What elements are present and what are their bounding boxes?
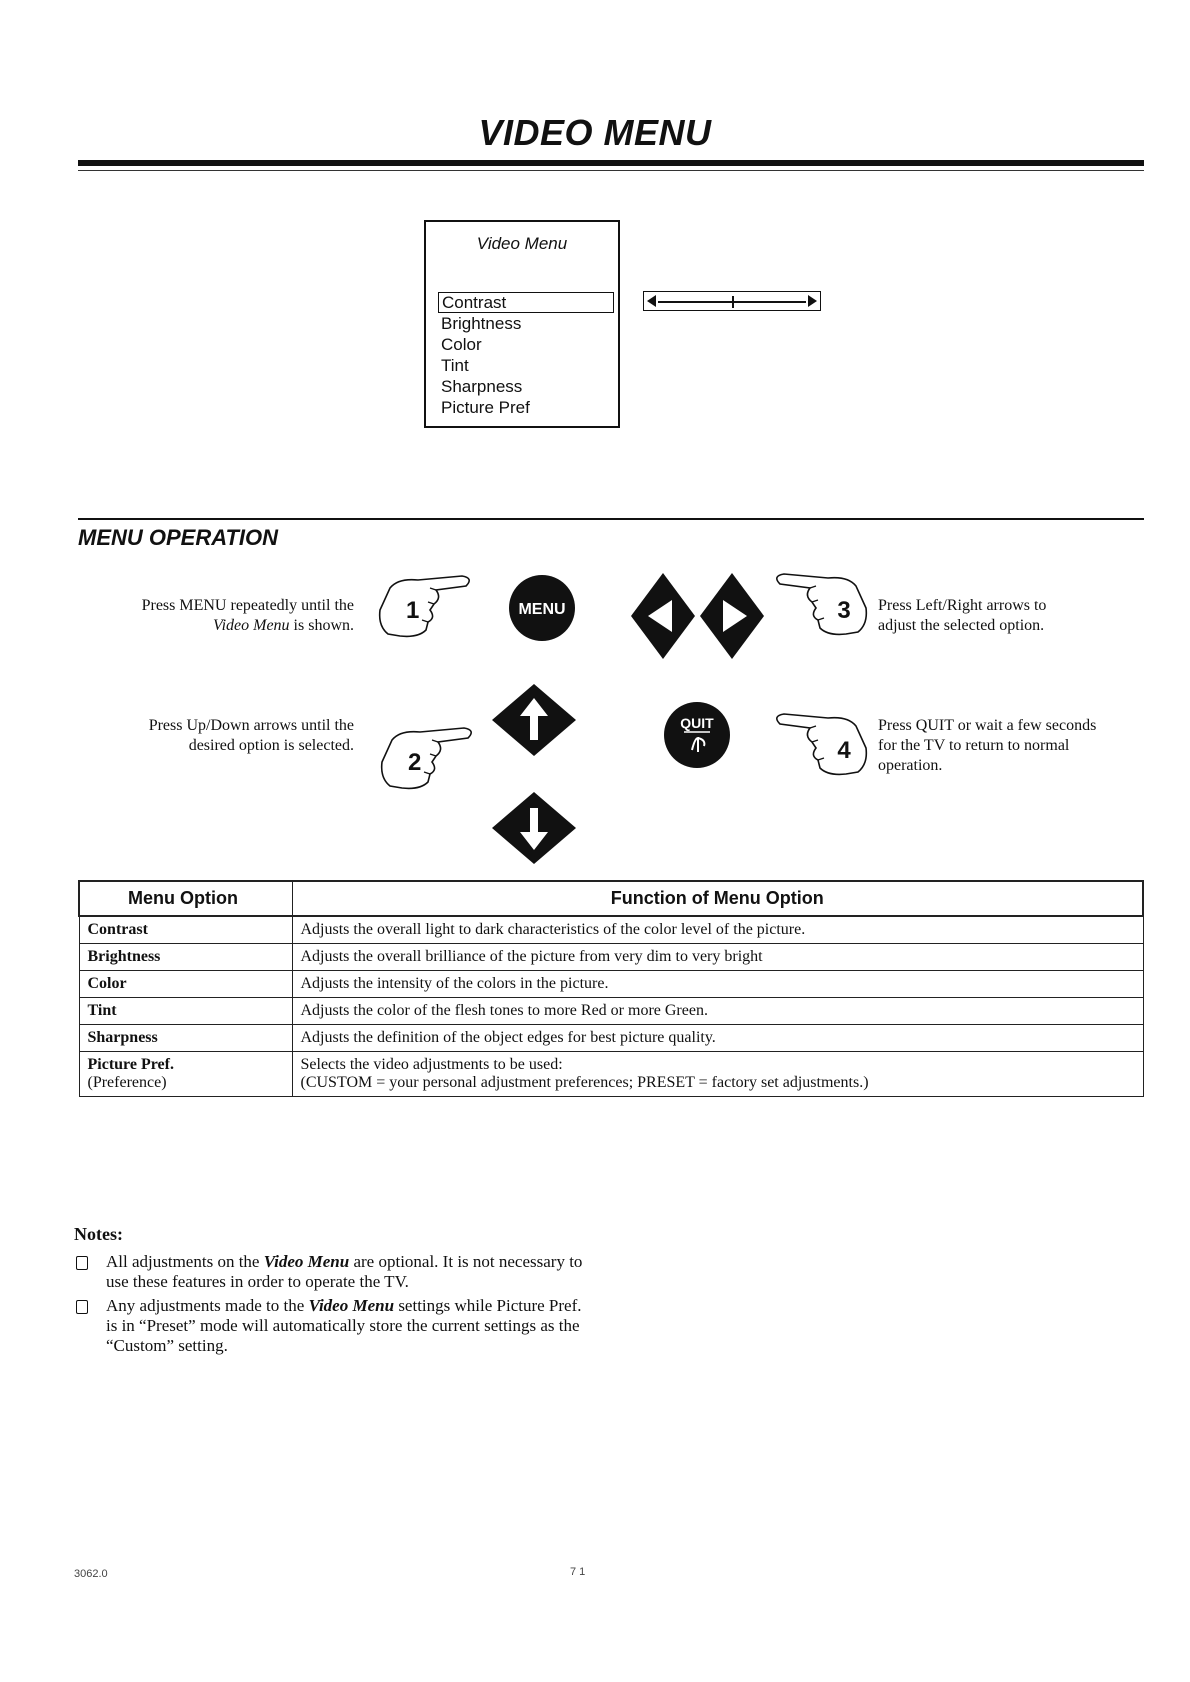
step2-line1: Press Up/Down arrows until the bbox=[148, 717, 354, 734]
quit-button-label: QUIT bbox=[680, 715, 714, 731]
menu-item-brightness: Brightness bbox=[441, 314, 522, 333]
header-function: Function of Menu Option bbox=[292, 881, 1143, 916]
option-name: Picture Pref. bbox=[87, 1056, 174, 1073]
right-arrow-button-icon bbox=[697, 570, 767, 662]
step1-menu-name: Video Menu bbox=[212, 617, 290, 634]
note1-pre: All adjustments on the bbox=[106, 1252, 264, 1271]
hand-step1-icon bbox=[370, 570, 478, 642]
up-arrow-button-icon bbox=[488, 680, 580, 760]
option-cell: Brightness bbox=[79, 944, 292, 971]
note2-post: settings while Picture Pref. is in “Preset” mode will automatically store the current settings as the “Custom” setting. bbox=[106, 1296, 582, 1355]
menu-item-contrast: Contrast bbox=[438, 292, 614, 313]
menu-item-tint: Tint bbox=[441, 356, 469, 375]
video-menu-screen bbox=[424, 220, 620, 428]
checkbox-bullet-icon bbox=[76, 1300, 88, 1314]
checkbox-bullet-icon bbox=[76, 1256, 88, 1270]
table-row bbox=[79, 1052, 1143, 1097]
step1-text bbox=[80, 596, 354, 636]
function-cell bbox=[292, 1052, 1143, 1097]
table-row bbox=[79, 971, 1143, 998]
slider-left-arrow-icon bbox=[647, 295, 656, 307]
table-row bbox=[79, 998, 1143, 1025]
option-cell: Contrast bbox=[79, 916, 292, 944]
table-row bbox=[79, 944, 1143, 971]
function-cell: Adjusts the color of the flesh tones to more Red or more Green. bbox=[292, 998, 1143, 1025]
hand-step4-icon bbox=[768, 706, 876, 782]
step3-text bbox=[878, 596, 1148, 636]
function-cell: Adjusts the overall light to dark characteristics of the color level of the picture. bbox=[292, 916, 1143, 944]
note-item bbox=[74, 1296, 594, 1356]
step1-line2-rest: is shown. bbox=[289, 617, 354, 634]
table-header-row bbox=[79, 881, 1143, 916]
title-rule-thin bbox=[78, 170, 1144, 171]
menu-item-color: Color bbox=[441, 335, 482, 354]
note1-post: are optional. It is not necessary to use these features in order to operate the TV. bbox=[106, 1252, 583, 1291]
step2-line2: desired option is selected. bbox=[188, 737, 354, 754]
function-cell: Adjusts the definition of the object edges for best picture quality. bbox=[292, 1025, 1143, 1052]
table-row bbox=[79, 1025, 1143, 1052]
function-cell: Adjusts the intensity of the colors in the picture. bbox=[292, 971, 1143, 998]
video-menu-list bbox=[438, 292, 614, 418]
step3-line2: adjust the selected option. bbox=[878, 617, 1045, 634]
step1-number: 1 bbox=[406, 597, 420, 624]
step4-line1: Press QUIT or wait a few seconds bbox=[878, 717, 1097, 734]
step4-line3: operation. bbox=[878, 757, 943, 774]
section-rule bbox=[78, 518, 1144, 520]
page-title: VIDEO MENU bbox=[478, 112, 712, 153]
note-item bbox=[74, 1252, 594, 1292]
hand-step2-icon bbox=[372, 722, 480, 794]
step3-number: 3 bbox=[837, 597, 851, 624]
slider-right-arrow-icon bbox=[808, 295, 817, 307]
section-title: MENU OPERATION bbox=[78, 525, 279, 550]
function-cell: Adjusts the overall brilliance of the picture from very dim to very bright bbox=[292, 944, 1143, 971]
hand-step3-icon bbox=[768, 566, 876, 642]
adjustment-slider bbox=[643, 291, 821, 311]
option-sub: (Preference) bbox=[87, 1074, 167, 1091]
step4-line2: for the TV to return to normal bbox=[878, 737, 1070, 754]
slider-center-tick bbox=[732, 296, 734, 308]
page-number: 7 1 bbox=[570, 1566, 586, 1578]
note1-em: Video Menu bbox=[263, 1252, 350, 1271]
note2-em: Video Menu bbox=[308, 1296, 395, 1315]
notes-list bbox=[74, 1252, 594, 1360]
quit-button-icon bbox=[662, 698, 732, 772]
left-arrow-button-icon bbox=[628, 570, 698, 662]
step2-number: 2 bbox=[408, 749, 422, 776]
option-cell bbox=[79, 1052, 292, 1097]
step2-text bbox=[80, 716, 354, 756]
step1-line2 bbox=[80, 616, 354, 636]
title-rule bbox=[78, 160, 1144, 166]
down-arrow-button-icon bbox=[488, 788, 580, 868]
menu-button-label: MENU bbox=[518, 601, 566, 618]
menu-item-sharpness: Sharpness bbox=[441, 377, 523, 396]
table-row bbox=[79, 916, 1143, 944]
step4-text bbox=[878, 716, 1148, 776]
menu-item-picture-pref: Picture Pref bbox=[441, 398, 530, 417]
option-cell: Tint bbox=[79, 998, 292, 1025]
option-cell: Color bbox=[79, 971, 292, 998]
note2-pre: Any adjustments made to the bbox=[106, 1296, 309, 1315]
notes-heading: Notes: bbox=[74, 1224, 123, 1244]
menu-button-icon bbox=[506, 572, 578, 644]
header-menu-option: Menu Option bbox=[79, 881, 292, 916]
step1-line1: Press MENU repeatedly until the bbox=[141, 597, 354, 614]
video-menu-title: Video Menu bbox=[476, 234, 568, 253]
footer-code: 3062.0 bbox=[74, 1568, 108, 1580]
step3-line1: Press Left/Right arrows to bbox=[878, 597, 1047, 614]
function-line1: Selects the video adjustments to be used: bbox=[300, 1056, 563, 1073]
option-cell: Sharpness bbox=[79, 1025, 292, 1052]
step4-number: 4 bbox=[837, 737, 851, 764]
function-line2: (CUSTOM = your personal adjustment preferences; PRESET = factory set adjustments.) bbox=[300, 1074, 869, 1091]
menu-options-table bbox=[78, 880, 1144, 1097]
